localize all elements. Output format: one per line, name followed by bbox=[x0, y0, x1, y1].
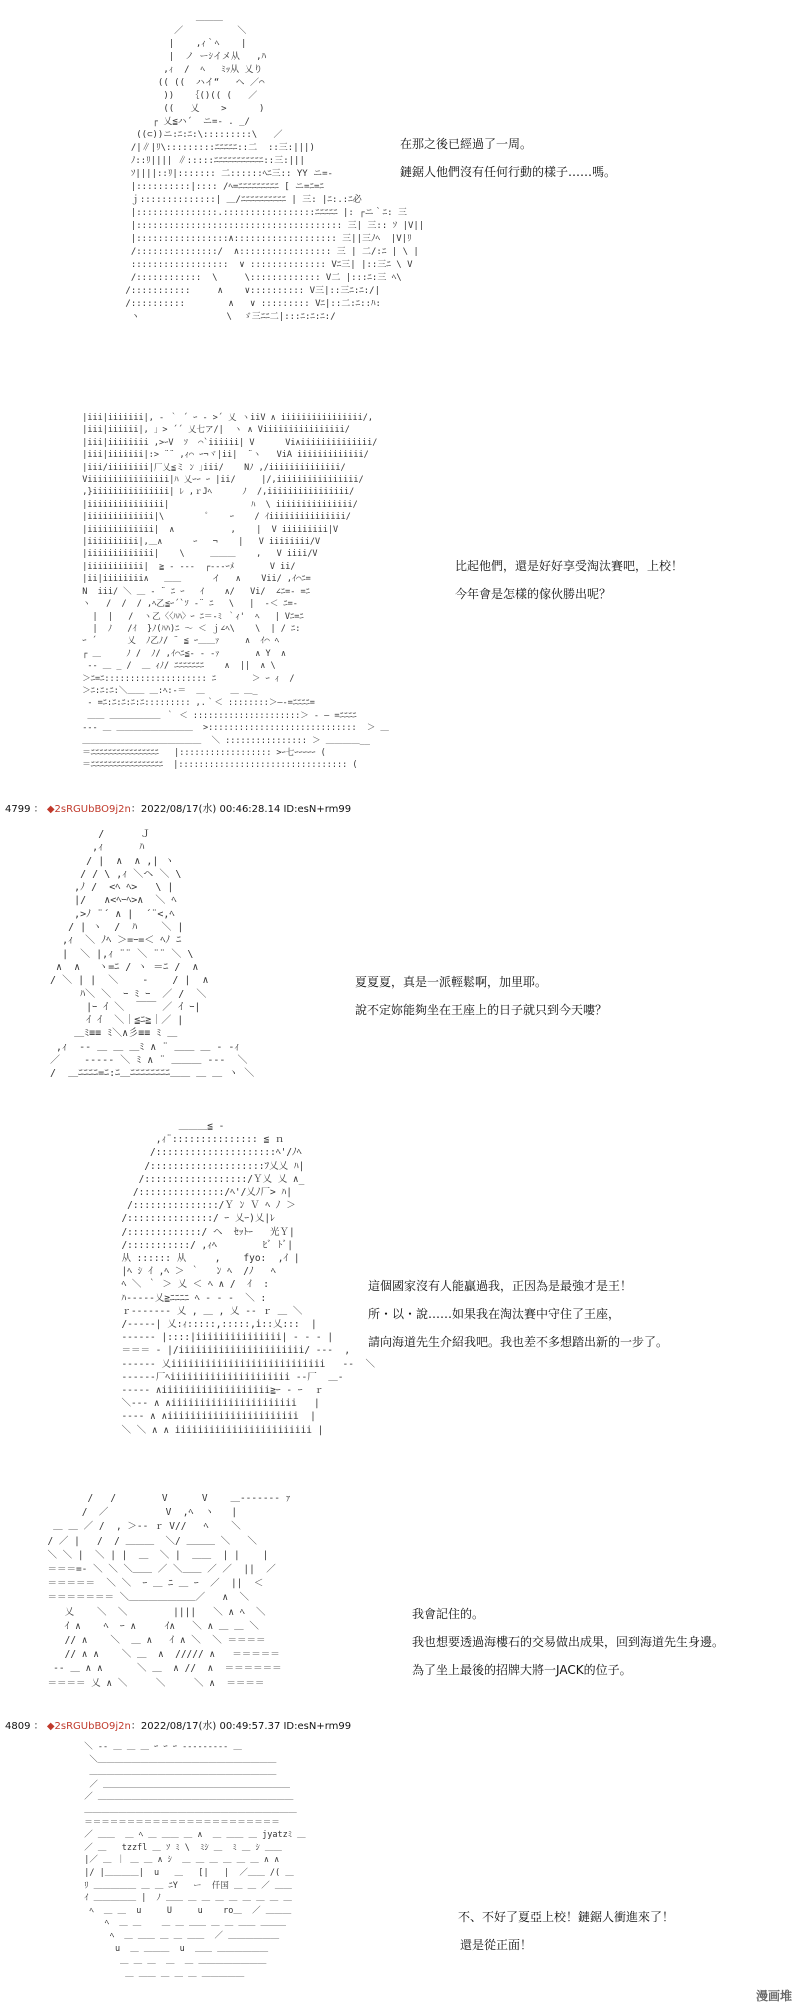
dialogue-line: 說不定妳能夠坐在王座上的日子就只到今天嘍？ bbox=[355, 1003, 608, 1017]
post-meta: ：2022/08/17(水) 00:49:57.37 ID:esN+rm99 bbox=[130, 1721, 352, 1732]
dialogue-line: 不、不好了夏亞上校！鏈鋸人衝進來了！ bbox=[458, 1910, 675, 1924]
ascii-art-4: ＿＿＿≦ - ,ｨ¨::::::::::::::: ≦ ｎ /:::::::::::::::::::::ﾍ'/ﾉﾍ /::::::::::::::::::::ﾌ乂乂 ﾊ| /::::::::::::::::::/Ｙ乂 乂 ∧_ /:::::::::::::::/ﾍ'/乂ﾉ厂> ﾊ| /:::::::::::::::/Ｙ ﾝ Ｖ ﾍ ﾉ ＞ /:::::::::::::::/ ｰ 乂ｰ)乂|ﾚ /:::::::::::::/ ヘ ｾｯﾄｰ 光Ｙ| /:::::::::::/ ,ｨﾍ ﾋﾞ ﾄﾞ| 从 :::::: 从 , fyo: ,ｲ | |ﾍ ｼ ｲ ,ﾍ ＞ ｀ ﾝ ﾍ /ﾉ ﾍ ﾍ ＼ ｀ ＞ 乂 ＜ ﾍ ∧ / ｲ : ﾊ‐‐‐‐‐乂≧ﾆﾆﾆﾆ ﾍ ‐ ‐ ‐ ＼ : ｒ‐‐‐‐‐‐‐ 乂 , ＿ , 乂 ‐‐ ｒ ＿ ＼ /‐‐‐‐‐| 乂:ｨ:::::,:::::,i::乂::: | ‐‐‐‐‐‐ |::::|iiiiiiiiiiiiiii| ‐ ‐ ‐ | ＝＝＝ ‐ |/iiiiiiiiiiiiiiiiiiiiii/ ‐‐‐ , ‐‐‐‐‐‐ 乂iiiiiiiiiiiiiiiiiiiiiiiiiii ‐‐ ＼ ‐‐‐‐‐‐厂ﾍiiiiiiiiiiiiiiiiiiiii ‐‐厂 ＿‐ ‐‐‐‐‐ ∧iiiiiiiiiiiiiiiiiii≧ｰ ‐ ｰ ｒ ＼‐‐‐ ∧ ∧iiiiiiiiiiiiiiiiiiiiii | ‐‐‐‐ ∧ ∧iiiiiiiiiiiiiiiiiiiiiii | ＼ ＼ ∧ ∧ iiiiiiiiiiiiiiiiiiiiiiii | bbox=[121, 1121, 375, 1436]
panel-3 bbox=[0, 818, 800, 1108]
panel-2 bbox=[0, 400, 800, 795]
dialogue-line: 我也想要透過海樓石的交易做出成果，回到海道先生身邊。 bbox=[412, 1635, 725, 1649]
dialogue-5 bbox=[412, 1600, 724, 1684]
dialogue-6 bbox=[458, 1903, 674, 1959]
dialogue-line: 為了坐上最後的招牌大將一JACK的位子。 bbox=[412, 1663, 632, 1677]
dialogue-line: 鏈鋸人他們沒有任何行動的樣子……嗎。 bbox=[400, 165, 617, 179]
panel-5 bbox=[0, 1470, 800, 1712]
post-meta: ：2022/08/17(水) 00:46:28.14 ID:esN+rm99 bbox=[130, 804, 352, 815]
dialogue-line: 我會記住的。 bbox=[412, 1607, 485, 1621]
panel-4 bbox=[0, 1108, 800, 1470]
dialogue-1 bbox=[400, 130, 616, 186]
panel-6 bbox=[0, 1735, 800, 2008]
ascii-art-1: ＿＿＿ ／ ＼ | ,ｨ｀ﾍ | | ノ ーｼイメ从 ,ﾊ ,ｨ / ﾍ ﾐｯ从 乂り (( (( ハイ“ ヘ ／⌒ )) ｛()(( ( ／ (( 乂 > ) ┌ 乂≦ハ´ ニ=- . _/ ((⊂))ニ:ﾆ:ﾆ:\:::::::::\ ／ /|∥|ﾘ\:::::::::ﾆﾆﾆﾆﾆ::二 ::三:|||) ﾉ::ﾘ|||| ∥:::::ﾆﾆﾆﾆﾆﾆﾆﾆﾆﾆﾆ::三:||| ｿ||||::ﾘ|::::::: 二::::::ﾍﾆ三:: YY ニ=- |::::::::::|:::: /ﾍ=ﾆﾆﾆﾆﾆﾆﾆﾆﾆ [ ニ=ﾆ=ﾆ ｊ::::::::::::::| ＿/ﾆﾆﾆﾆﾆﾆﾆﾆﾆﾆ | 三: |ﾆ:.:ﾆ必 |:::::::::::::::.:::::::::::::::::ﾆﾆﾆﾆﾆ |: ┌ニ｀ﾆ: 三 |:::::::::::::::::::::::::::::::::::::: 三| 三:: ｿ |V|| |:::::::::::::::::∧::::::::::::::::::: 三||三ﾉﾍ |V|ﾘ /:::::::::::::::/ ∧::::::::::::::::: 三 | 二/:ﾆ | \ | :::::::::::::::::: ∨ :::::::::::::: Vﾆ三| |::三ﾆ \ V /:::::::::::: \ \::::::::::::: V二 |:::ﾆ:三 ﾍ\ /::::::::::: ∧ ∨:::::::::: V三|::三ﾆ:ﾆ:/| /:::::::::: ∧ ∨ ::::::::: Vﾆ|::二:ﾆ::ﾊ: ヽ \ ゞ三ﾆﾆ二|:::ﾆ:ﾆ:ﾆ:/ bbox=[125, 13, 425, 322]
watermark-logo: 漫画堆 bbox=[755, 1989, 792, 2003]
ascii-art-3: / Ｊ ,ｨ ﾊ / | ∧ ∧ ,| ヽ / / \ ,ｨ ＼ヘ ＼ \ ,ﾉ / <ﾍ ﾍ> \ | |/ ∧<ﾍｰﾍ>∧ ＼ ﾍ ,>ﾉ ¨´ ∧ | ´¨<,ﾍ / | ヽ / ﾊ ＼ | ,ｨ ＼ ﾉﾍ ＞=ｰ=＜ ﾍﾉ ﾆ | ＼ |,ｨ ¨¨ ＼ ¨¨ ＼ \ ∧ ∧ ヽ=ﾆ / ヽ ＝ﾆ / ∧ / ＼ | | ＼ ‐ / | ∧ ﾊ＼ ＼ ｰ ﾐ ｰ ／ / ＼ |ｰ ｲ ＼ ￣￣ ／ ｲ ｰ| ｲ ｲ ＼｜≦ﾆ≧｜／ | ＿ﾐ≡≡ ﾐ＼∧彡≡≡ ﾐ ＿ ,ｨ ‐‐ ＿ ＿ ＿ﾐ ∧ ¨ ＿＿ ＿ ‐ -ｨ ／ ‐‐‐‐‐ ＼ ﾐ ∧ ¨ ＿＿＿ -‐‐ ＼ / ＿ﾆﾆﾆﾆ=ﾆ:ﾆ＿ﾆﾆﾆﾆﾆﾆﾆﾆ＿＿ ＿ ＿ ヽ ＼ bbox=[50, 829, 255, 1080]
dialogue-line: 今年會是怎樣的傢伙勝出呢？ bbox=[455, 587, 612, 601]
diamond-icon: ◆ bbox=[46, 1721, 55, 1732]
dialogue-line: 在那之後已經過了一周。 bbox=[400, 137, 533, 151]
panel-1 bbox=[0, 0, 800, 400]
post-separator: ： bbox=[33, 1721, 44, 1732]
dialogue-line: 夏夏夏，真是一派輕鬆啊，加里耶。 bbox=[355, 975, 548, 989]
post-header-4799 bbox=[5, 800, 351, 815]
ascii-art-6: ＼ ‐‐ ＿ ＿ ＿ ｰ ｰ ｰ ‐‐‐‐‐‐‐‐‐ ＿ ＼＿＿＿＿＿＿＿＿＿＿＿＿＿＿＿＿＿＿＿＿＿ ＿＿＿＿＿＿＿＿＿＿＿＿＿＿＿＿＿＿＿＿＿＿ ／ ＿＿＿＿＿＿＿＿＿＿＿＿＿＿＿＿＿＿＿＿＿＿ ／ ＿＿＿＿＿＿＿＿＿＿＿＿＿＿＿＿＿＿＿＿＿＿＿ ＿＿＿＿＿＿＿＿＿＿＿＿＿＿＿＿＿＿＿＿＿＿＿＿＿ ＝＝＝＝＝＝＝＝＝＝＝＝＝＝＝＝＝＝＝＝＝＝＝ ／ ＿＿ ＿ ﾍ ＿ ＿＿ ＿ ∧ ＿ ＿＿ ＿ jyatzﾐ ＿ ／ ＿ tzzfl ＿ ｿ ﾐ \ ﾐｼ ＿ ﾐ ＿ ｼ ＿＿ |／ ＿ ｜ ＿ ＿ ∧ ｼ ＿ ＿ ＿ ＿ ＿ ＿ ∧ ∧ |/ |＿＿＿＿| u ＿ [| | ／＿＿ /( ＿ ﾘ ＿＿＿＿＿ ＿ ＿ ﾆY ー 仟国 ＿ ＿ ／ ＿＿ ｲ ＿＿＿＿＿ | ﾉ ＿＿ ＿ ＿ ＿ ＿ ＿ ＿ ＿ ＿ ﾍ ＿ ＿ u U u ro＿ ／ ＿＿＿ ﾍ ＿ ＿ ＿ ＿ ＿＿ ＿ ＿ ＿＿ ＿＿＿ ﾍ ＿ ＿＿ ＿ ＿ ＿＿ ／ ＿＿＿＿＿＿ u ＿ ＿＿＿ u ＿＿ ＿＿＿＿＿＿ ＿ ＿ ＿ ＿ ＿ ＿＿＿＿＿＿＿＿ ＿ ＿＿ ＿ ＿ ＿ ＿＿＿＿＿ bbox=[84, 1742, 306, 1979]
post-tripcode[interactable]: 2sRGUbBO9j2n bbox=[54, 804, 131, 815]
dialogue-line: 這個國家沒有人能贏過我，正因為是最強才是王！ bbox=[368, 1279, 633, 1293]
post-separator: ： bbox=[33, 804, 44, 815]
post-number: 4799 bbox=[5, 804, 31, 815]
ascii-art-5: / / V V ＿‐‐‐‐‐‐‐ ｧ / ／ V ,ﾍ ヽ | ＿ ＿ ／ / , ＞‐‐ ｒ V// ﾍ ＼ / ／ | / / ＿＿＿ ＼/ ＿＿＿ ＼ ＼ ＼ ＼ | ＼ | | ＿ ＼ | ＿＿ | | | ＝＝＝=‐ ＼ ＼ ＼＿＿ ／ ＼＿＿ ／ ／ || ／ ＝＝＝＝＝ ＼ ＼ ｰ ＿ ﾆ ＿ ｰ ／ || ＜ ＝＝＝＝＝＝＝ ＼＿＿＿＿＿＿＿／ ∧ ＼ 乂 ＼ ＼ |||| ＼ ∧ ﾍ ＼ ｲ ∧ ﾍ ｰ ∧ ｲ∧ ＼ ∧ ＿ ＿ ＼ // ∧ ＼ ＿ ∧ ｲ ∧ ＼ ＼ ＝＝＝＝ // ∧ ∧ ＼ ＿ ∧ ///// ∧ ＝＝＝＝＝ ‐‐ ＿ ∧ ∧ ＼ ＿ ∧ // ∧ ＝＝＝＝＝＝ ＝＝＝＝ 乂 ∧ ＼ ＼ ＼ ∧ ＝＝＝＝ bbox=[47, 1493, 291, 1689]
dialogue-line: 比起他們，還是好好享受淘汰賽吧，上校！ bbox=[455, 559, 684, 573]
dialogue-line: 還是從正面！ bbox=[460, 1938, 533, 1952]
diamond-icon: ◆ bbox=[46, 804, 55, 815]
ascii-art-2: |iii|iiiiiii|, - ｀ ´ ｰ - >´ 乂 ヽiiV ∧ iiiiiiiiiiiiiiii/, |iii|iiiiii|, 」> ´´ 乂七ア/| ヽ ∧ Viiiiiiiiiiiiiiii/ |iii|iiiiiiii ,>ｰV ｿ ⌒`iiiiii| V Vi∧iiiiiiiiiiiiii/ |iii|iiiiiii|:> ¨¨ ,ｨ⌒ ｰ¬ヾ|ii| ¨ヽ ViA iiiiiiiiiiiii/ |iii/iiiiiiii|厂乂≦ミ ﾝ ｣iii/ Nﾉ ,/iiiiiiiiiiiiii/ Viiiiiiiiiiiiiiii|ﾊ 乂ｰｰ ｰ |ii/ |/,iiiiiiiiiiiiiiii/ ,}iiiiiiiiiiiiiii| ﾚ ,ｒJﾍ ﾉ /,iiiiiiiiiiiiiiii/ |iiiiiiiiiiiiiii| ﾊ \ iiiiiiiiiiiiiii/ |iiiiiiiiiiiii|\ ﾟ ｰ / ｲiiiiiiiiiiiiiii/ |iiiiiiiiiiiii| ∧ , | V iiiiiiiii|V |iiiiiiiiii|,＿∧ ｰ ¬ | V iiiiiiii/V |iiiiiiiiiiiii| \ ＿＿＿ , V iiii/V |iiiiiiiiiii| ≧ - -‐‐ ┌‐‐‐ｰﾒ V ii/ |ii|iiiiiiii∧ ＿＿ イ ∧ Vii/ ,ｲ⌒ﾆ= N iii/ ＼ ＿ ‐ ¨ ﾆ ｰ ｲ ∧/ Vi/ ∠ﾆ=- =ﾆ ヽ / / / ,ﾍ乙≦ｰ´`ｿ ‐¨ ﾆ \ | ‐＜ ﾆ=- | | / ヽ乙〈〈ﾊﾊ〉ｰ ﾆ＝-ﾐ ｀ｨ' ﾍ | Vﾆ=ﾆ | ﾉ /ｲ }ﾉ(ﾊﾊ)ﾆ ～ ＜ ｊ∠ﾍ\ \ | / ﾆ: ｰ ´ 乂 ﾉ乙ﾉ/ ¨ ≦ ｰ＿＿ｧ ∧ ｲ⌒ ﾍ ┌ ＿ ﾉ / ﾉ/ ,ｲ⌒ﾆ≦‐ - -ｧ ∧ Y ∧ ‐‐ ＿ _ / ＿ ｨﾉ/ ﾆﾆﾆﾆﾆﾆﾆ ∧ || ∧ \ ＞ﾆ=ﾆ:::::::::::::::::::: ﾆ ＞ ｰ ｨ / ＞ﾆ:ﾆ:ﾆ:＼＿＿ ＿:ﾍ:‐＝ ＿ ＿ ＿_ ‐ =ﾆ:ﾆ:ﾆ:ﾆ:ﾆ::::::::: ,.｀＜ ::::::::＞―‐=ﾆﾆﾆﾆ= ＿＿ ＿＿＿＿＿＿ ｀ ＜ :::::::::::::::::::::＞ ‐ ― =ﾆﾆﾆﾆ ‐‐‐ ＿ ＿＿＿＿＿＿＿＿＿ >::::::::::::::::::::::::::::: ＞ ＿ ＿＿＿＿＿＿＿＿＿＿＿＿＿＿ ＼ :::::::::::::::: ＞ ＿＿＿＿__ ＝ﾆﾆﾆﾆﾆﾆﾆﾆﾆﾆﾆﾆﾆﾆﾆﾆ |:::::::::::::::::: >ｰ七ｰｰｰｰｰ ( ＝ﾆﾆﾆﾆﾆﾆﾆﾆﾆﾆﾆﾆﾆﾆﾆﾆﾆ |::::::::::::::::::::::::::::::::: ( bbox=[82, 413, 389, 771]
dialogue-4 bbox=[368, 1272, 668, 1356]
post-header-4809 bbox=[5, 1717, 351, 1732]
dialogue-2 bbox=[455, 552, 683, 608]
dialogue-line: 請向海道先生介紹我吧。我也差不多想踏出新的一步了。 bbox=[368, 1335, 669, 1349]
dialogue-line: 所・以・說……如果我在淘汰賽中守住了王座， bbox=[368, 1307, 621, 1321]
dialogue-3 bbox=[355, 968, 607, 1024]
post-number: 4809 bbox=[5, 1721, 31, 1732]
post-tripcode[interactable]: 2sRGUbBO9j2n bbox=[54, 1721, 131, 1732]
